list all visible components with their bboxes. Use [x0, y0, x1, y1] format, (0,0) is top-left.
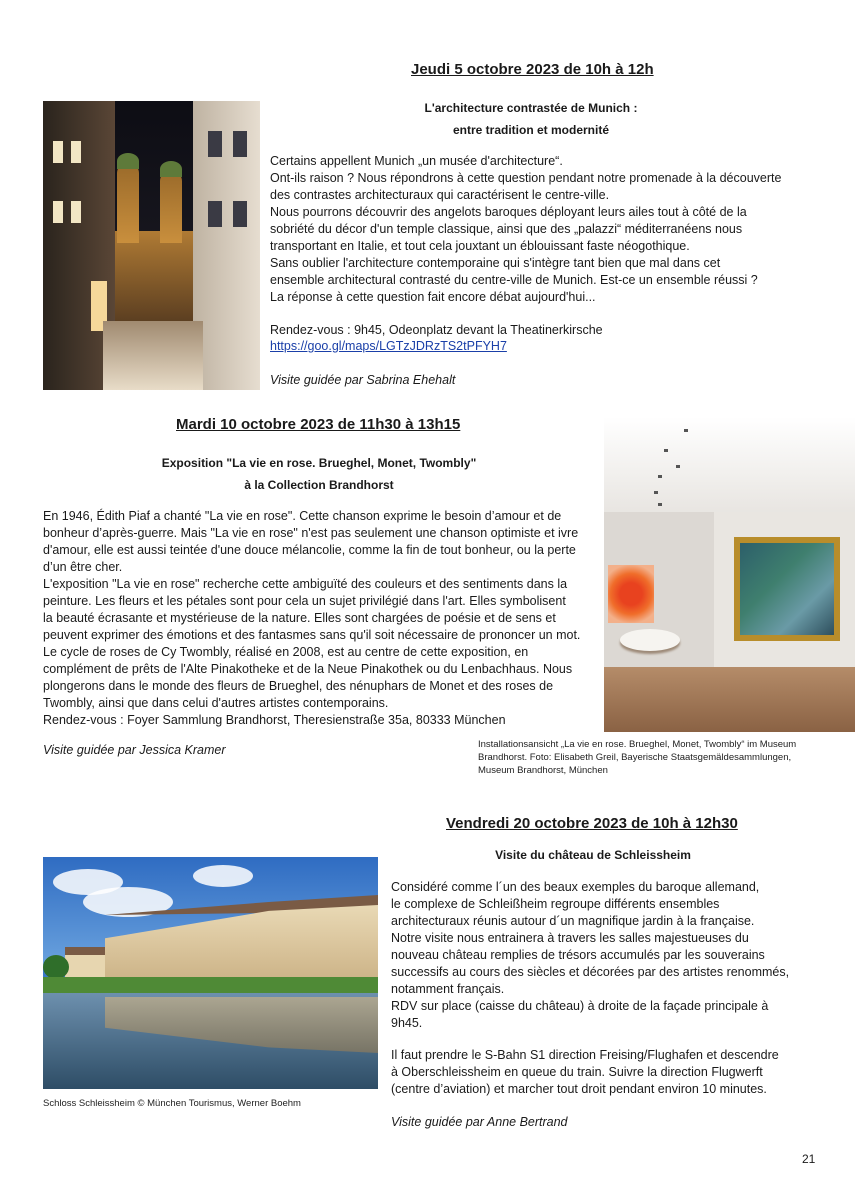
event1-title-line1: L'architecture contrastée de Munich : [424, 101, 638, 115]
paragraph-line: Nous pourrons découvrir des angelots baroques déployant leurs ailes tout à côté de la [270, 205, 747, 219]
paragraph-line: complément de prêts de l'Alte Pinakotheke et de la Neue Pinakothek ou du Lenbachhaus. Nous [43, 662, 573, 676]
paragraph-line: nouveau château remplies de trésors accumulés par les souverains [391, 948, 765, 962]
paragraph-line: La réponse à cette question fait encore débat aujourd'hui... [270, 290, 596, 304]
event3-guide: Visite guidée par Anne Bertrand [391, 1115, 568, 1129]
event1-title [390, 97, 672, 141]
page-number: 21 [802, 1152, 816, 1166]
event1-meeting: Rendez-vous : 9h45, Odeonplatz devant la Theatinerkirsche [270, 323, 603, 337]
paragraph-line: En 1946, Édith Piaf a chanté "La vie en rose". Cette chanson exprime le besoin d’amour et de [43, 509, 562, 523]
paragraph-line: architecturaux réunis autour d´un magnifique jardin à la française. [391, 914, 755, 928]
paragraph-line: des contrastes architecturaux qui caractérisent le centre-ville. [270, 188, 610, 202]
caption-line: Museum Brandhorst, München [478, 765, 608, 776]
paragraph-line: sobriété du décor d'un temple classique, ainsi que des „palazzi“ méditerranéens nous [270, 222, 743, 236]
paragraph-line: notamment français. [391, 982, 505, 996]
event1-title-line2: entre tradition et modernité [452, 123, 610, 137]
event3-transport [391, 1047, 811, 1098]
event3-date: Vendredi 20 octobre 2023 de 10h à 12h30 [446, 815, 738, 832]
paragraph-line: 9h45. [391, 1016, 423, 1030]
event3-title: Visite du château de Schleissheim [495, 848, 691, 862]
paragraph-line: Twombly, ainsi que dans celui d'autres artistes contemporains. [43, 696, 389, 710]
brandhorst-gallery-photo [604, 417, 855, 732]
paragraph-line: (centre d’aviation) et marcher tout droit pendant environ 10 minutes. [391, 1082, 767, 1096]
paragraph-line: RDV sur place (caisse du château) à droite de la façade principale à [391, 999, 769, 1013]
paragraph-line: Considéré comme l´un des beaux exemples du baroque allemand, [391, 880, 760, 894]
event1-description [270, 153, 810, 306]
paragraph-line: successifs au cours des siècles et décorées par des artistes renommés, [391, 965, 790, 979]
event2-title [120, 452, 518, 496]
paragraph-line: transportant en Italie, et tout cela jouxtant un éblouissant faste néogothique. [270, 239, 690, 253]
paragraph-line: le complexe de Schleißheim regroupe différents ensembles [391, 897, 720, 911]
event2-title-line2: à la Collection Brandhorst [244, 478, 394, 492]
event1-guide: Visite guidée par Sabrina Ehehalt [270, 373, 456, 387]
event2-description [43, 508, 603, 729]
paragraph-line: Le cycle de roses de Cy Twombly, réalisé en 2008, est au centre de cette exposition, en [43, 645, 529, 659]
paragraph-line: Rendez-vous : Foyer Sammlung Brandhorst, Theresienstraße 35a, 80333 München [43, 713, 506, 727]
paragraph-line: bonheur d’après-guerre. Mais "La vie en rose" n'est pas seulement une chanson optimiste et ivre [43, 526, 579, 540]
paragraph-line: Certains appellent Munich „un musée d'architecture“. [270, 154, 563, 168]
paragraph-line: plongerons dans le monde des fleurs de Brueghel, des nénuphars de Monet et des roses de [43, 679, 554, 693]
paragraph-line: ensemble architectural contrasté du centre-ville de Munich. Est-ce un ensemble réussi ? [270, 273, 758, 287]
paragraph-line: L'exposition "La vie en rose" recherche cette ambiguïté des couleurs et des sentiments dans la [43, 577, 568, 591]
event2-guide: Visite guidée par Jessica Kramer [43, 743, 226, 757]
paragraph-line: à Oberschleissheim en queue du train. Suivre la direction Flugwerft [391, 1065, 763, 1079]
event3-description [391, 879, 811, 1032]
event2-date: Mardi 10 octobre 2023 de 11h30 à 13h15 [176, 416, 461, 433]
caption-line: Brandhorst. Foto: Elisabeth Greil, Bayerische Staatsgemäldesammlungen, [478, 752, 792, 763]
frauenkirche-photo [43, 101, 260, 390]
event2-title-line1: Exposition "La vie en rose. Brueghel, Monet, Twombly" [161, 456, 477, 470]
schleissheim-palace-photo [43, 857, 378, 1089]
paragraph-line: Notre visite nous entrainera à travers les salles majestueuses du [391, 931, 749, 945]
paragraph-line: Sans oublier l'architecture contemporaine qui s'intègre tant bien que mal dans cet [270, 256, 721, 270]
paragraph-line: peuvent exprimer des émotions et des fantasmes sans qu'il soit nécessaire de prononcer un mot. [43, 628, 581, 642]
paragraph-line: la beauté écrasante et mystérieuse de la nature. Elles sont chargées de poésie et de sens et [43, 611, 556, 625]
paragraph-line: Ont-ils raison ? Nous répondrons à cette question pendant notre promenade à la découverte [270, 171, 782, 185]
event2-photo-caption [478, 738, 855, 777]
caption-line: Installationsansicht „La vie en rose. Brueghel, Monet, Twombly“ im Museum [478, 739, 797, 750]
paragraph-line: d’un être cher. [43, 560, 123, 574]
paragraph-line: d'amour, elle est aussi teintée d'une douce mélancolie, comme la fin de tout bonheur, ou la perte [43, 543, 576, 557]
paragraph-line: Il faut prendre le S-Bahn S1 direction Freising/Flughafen et descendre [391, 1048, 779, 1062]
event1-date: Jeudi 5 octobre 2023 de 10h à 12h [411, 61, 654, 78]
paragraph-line: peinture. Les fleurs et les pétales sont pour cela un sujet privilégié dans l'art. Elles symbolisent [43, 594, 566, 608]
event3-photo-caption: Schloss Schleissheim © München Tourismus, Werner Boehm [43, 1098, 301, 1109]
event1-map-link[interactable]: https://goo.gl/maps/LGTzJDRzTS2tPFYH7 [270, 339, 507, 353]
